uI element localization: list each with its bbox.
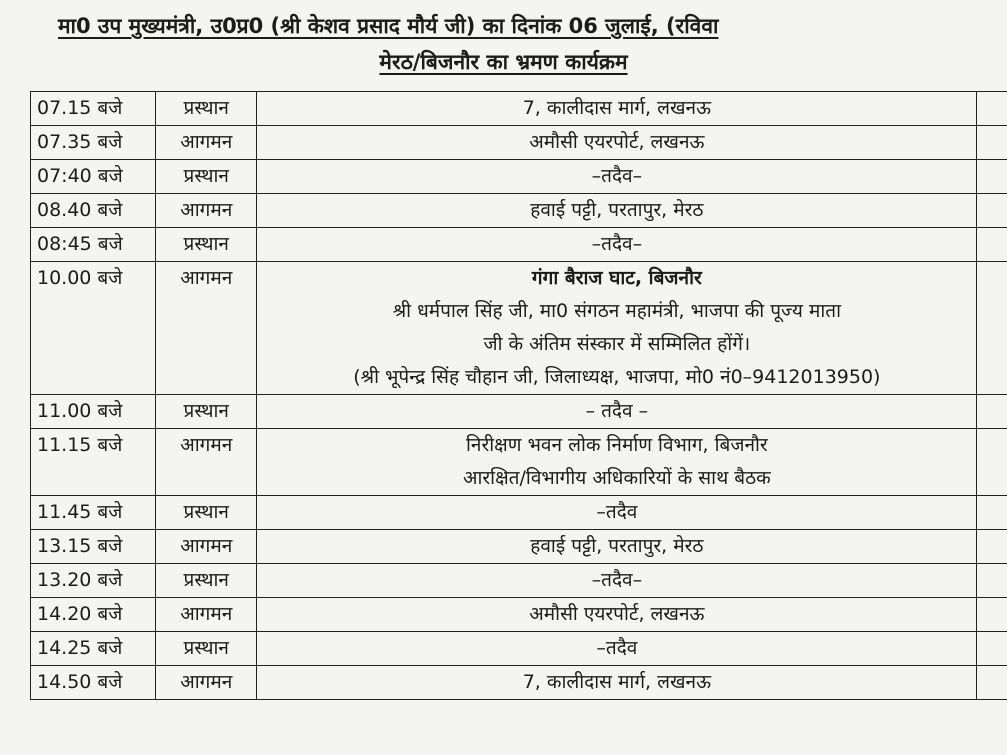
place-detail: जी के अंतिम संस्कार में सम्मिलित होंगें। [483, 333, 751, 355]
cut-off-column-cell [977, 395, 1007, 429]
time-cell: 11.45 बजे [31, 496, 156, 530]
time-cell: 07.15 बजे [31, 92, 156, 126]
action-cell: आगमन [156, 598, 257, 632]
cut-off-column-cell [977, 564, 1007, 598]
time-cell: 14.50 बजे [31, 666, 156, 700]
action-cell: प्रस्थान [156, 92, 257, 126]
action-cell: आगमन [156, 194, 257, 228]
place-cell: –तदैव [257, 632, 977, 666]
table-row [31, 160, 1007, 194]
action-cell: आगमन [156, 530, 257, 564]
table-row [31, 564, 1007, 598]
time-cell: 08.40 बजे [31, 194, 156, 228]
cut-off-column-cell [977, 194, 1007, 228]
place-cell: 7, कालीदास मार्ग, लखनऊ [257, 92, 977, 126]
time-cell: 08:45 बजे [31, 228, 156, 262]
place-cell: अमौसी एयरपोर्ट, लखनऊ [257, 598, 977, 632]
time-cell: 13.15 बजे [31, 530, 156, 564]
place-cell: 7, कालीदास मार्ग, लखनऊ [257, 666, 977, 700]
cut-off-column-cell [977, 530, 1007, 564]
action-cell: प्रस्थान [156, 564, 257, 598]
cut-off-column-cell [977, 126, 1007, 160]
table-row [31, 666, 1007, 700]
time-cell: 14.20 बजे [31, 598, 156, 632]
cut-off-column-cell [977, 92, 1007, 126]
place-cell: हवाई पट्टी, परतापुर, मेरठ [257, 530, 977, 564]
action-cell: आगमन [156, 429, 257, 496]
cut-off-column-cell [977, 228, 1007, 262]
schedule-table [30, 91, 1007, 700]
cut-off-column-cell [977, 429, 1007, 496]
table-row [31, 126, 1007, 160]
table-row [31, 429, 1007, 496]
table-row [31, 598, 1007, 632]
place-cell: –तदैव– [257, 228, 977, 262]
action-cell: प्रस्थान [156, 395, 257, 429]
time-cell: 14.25 बजे [31, 632, 156, 666]
table-row [31, 496, 1007, 530]
place-line: निरीक्षण भवन लोक निर्माण विभाग, बिजनौर [466, 434, 768, 456]
cut-off-column-cell [977, 262, 1007, 395]
time-cell: 10.00 बजे [31, 262, 156, 395]
cut-off-column-cell [977, 666, 1007, 700]
action-cell: प्रस्थान [156, 160, 257, 194]
action-cell: आगमन [156, 262, 257, 395]
time-cell: 07.35 बजे [31, 126, 156, 160]
time-cell: 11.00 बजे [31, 395, 156, 429]
place-cell [257, 262, 977, 395]
place-cell: हवाई पट्टी, परतापुर, मेरठ [257, 194, 977, 228]
document-heading-line2: मेरठ/बिजनौर का भ्रमण कार्यक्रम [379, 50, 628, 74]
table-row [31, 92, 1007, 126]
action-cell: प्रस्थान [156, 228, 257, 262]
document-heading-line1: मा0 उप मुख्यमंत्री, उ0प्र0 (श्री केशव प्रसाद मौर्य जी) का दिनांक 06 जुलाई, (रविवा [58, 14, 719, 38]
place-cell: –तदैव– [257, 564, 977, 598]
cut-off-column-cell [977, 496, 1007, 530]
table-row [31, 194, 1007, 228]
action-cell: आगमन [156, 126, 257, 160]
table-row [31, 530, 1007, 564]
time-cell: 13.20 बजे [31, 564, 156, 598]
action-cell: प्रस्थान [156, 496, 257, 530]
place-cell [257, 429, 977, 496]
place-cell: अमौसी एयरपोर्ट, लखनऊ [257, 126, 977, 160]
contact-detail: (श्री भूपेन्द्र सिंह चौहान जी, जिलाध्यक्ष, भाजपा, मो0 नं0–9412013950) [353, 366, 881, 388]
place-detail: श्री धर्मपाल सिंह जी, मा0 संगठन महामंत्री, भाजपा की पूज्य माता [392, 300, 842, 322]
place-cell: – तदैव – [257, 395, 977, 429]
table-row [31, 395, 1007, 429]
place-cell: –तदैव– [257, 160, 977, 194]
place-cell: –तदैव [257, 496, 977, 530]
place-line: आरक्षित/विभागीय अधिकारियों के साथ बैठक [462, 467, 771, 489]
table-row [31, 262, 1007, 395]
cut-off-column-cell [977, 598, 1007, 632]
table-row [31, 632, 1007, 666]
time-cell: 11.15 बजे [31, 429, 156, 496]
place-title: गंगा बैराज घाट, बिजनौर [531, 267, 702, 289]
action-cell: प्रस्थान [156, 632, 257, 666]
action-cell: आगमन [156, 666, 257, 700]
cut-off-column-cell [977, 160, 1007, 194]
table-row [31, 228, 1007, 262]
cut-off-column-cell [977, 632, 1007, 666]
time-cell: 07:40 बजे [31, 160, 156, 194]
